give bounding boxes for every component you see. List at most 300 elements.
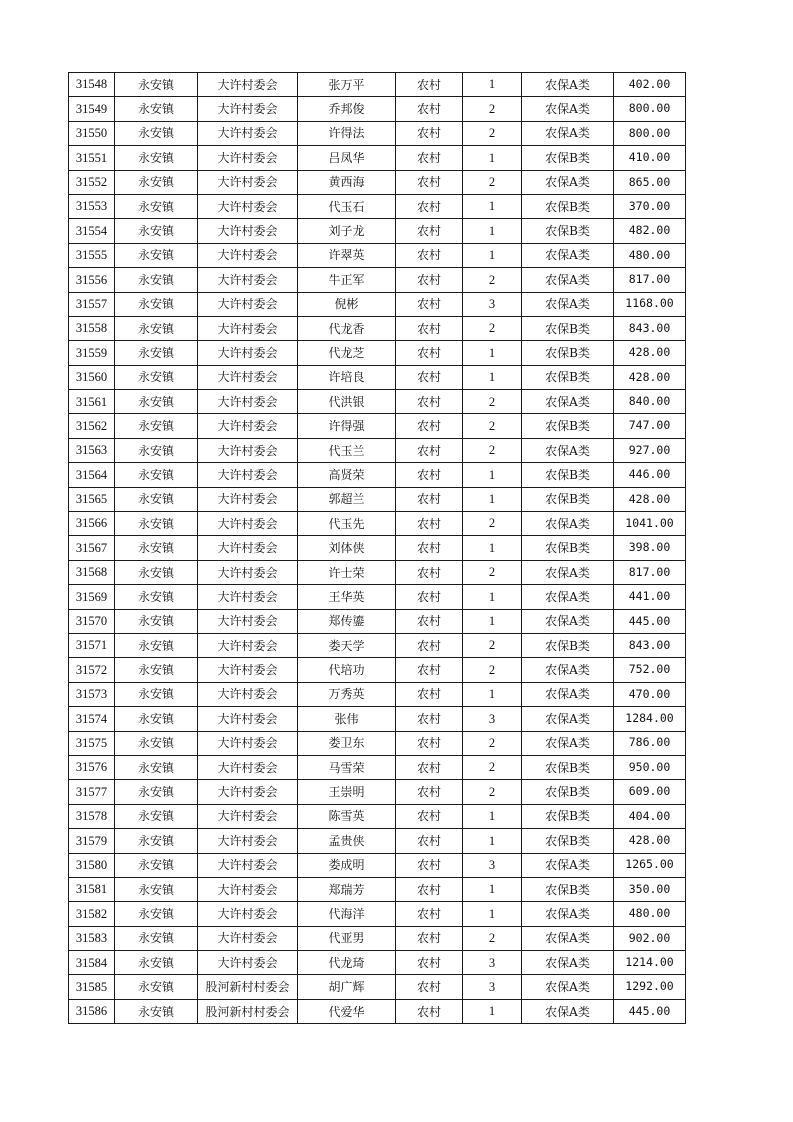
amount-cell: 902.00	[614, 926, 686, 950]
household-count-cell: 2	[463, 97, 522, 121]
household-count-cell: 2	[463, 316, 522, 340]
village-committee-cell: 大许村委会	[198, 268, 298, 292]
town-cell: 永安镇	[115, 219, 198, 243]
insurance-category-cell: 农保A类	[522, 512, 614, 536]
household-count-cell: 1	[463, 73, 522, 97]
amount-cell: 817.00	[614, 268, 686, 292]
household-count-cell: 2	[463, 170, 522, 194]
person-name-cell: 万秀英	[298, 682, 396, 706]
insurance-category-cell: 农保B类	[522, 146, 614, 170]
village-committee-cell: 大许村委会	[198, 658, 298, 682]
village-committee-cell: 大许村委会	[198, 146, 298, 170]
household-count-cell: 3	[463, 707, 522, 731]
table-row	[69, 731, 686, 755]
record-id-cell: 31575	[69, 731, 115, 755]
town-cell: 永安镇	[115, 316, 198, 340]
table-row	[69, 414, 686, 438]
record-id-cell: 31583	[69, 926, 115, 950]
insurance-category-cell: 农保B类	[522, 536, 614, 560]
amount-cell: 398.00	[614, 536, 686, 560]
person-name-cell: 刘子龙	[298, 219, 396, 243]
area-type-cell: 农村	[396, 438, 463, 462]
insurance-category-cell: 农保B类	[522, 463, 614, 487]
village-committee-cell: 大许村委会	[198, 463, 298, 487]
record-id-cell: 31565	[69, 487, 115, 511]
household-count-cell: 2	[463, 731, 522, 755]
area-type-cell: 农村	[396, 585, 463, 609]
person-name-cell: 乔邦俊	[298, 97, 396, 121]
town-cell: 永安镇	[115, 365, 198, 389]
household-count-cell: 1	[463, 829, 522, 853]
amount-cell: 428.00	[614, 829, 686, 853]
village-committee-cell: 大许村委会	[198, 707, 298, 731]
town-cell: 永安镇	[115, 73, 198, 97]
area-type-cell: 农村	[396, 975, 463, 999]
record-id-cell: 31562	[69, 414, 115, 438]
insurance-category-cell: 农保B类	[522, 487, 614, 511]
household-count-cell: 1	[463, 365, 522, 389]
village-committee-cell: 大许村委会	[198, 97, 298, 121]
area-type-cell: 农村	[396, 926, 463, 950]
area-type-cell: 农村	[396, 609, 463, 633]
village-committee-cell: 股河新村村委会	[198, 975, 298, 999]
table-row	[69, 682, 686, 706]
record-id-cell: 31570	[69, 609, 115, 633]
area-type-cell: 农村	[396, 853, 463, 877]
village-committee-cell: 大许村委会	[198, 560, 298, 584]
table-row	[69, 755, 686, 779]
record-id-cell: 31561	[69, 390, 115, 414]
insurance-category-cell: 农保B类	[522, 829, 614, 853]
household-count-cell: 3	[463, 853, 522, 877]
person-name-cell: 娄天学	[298, 633, 396, 657]
town-cell: 永安镇	[115, 877, 198, 901]
village-committee-cell: 大许村委会	[198, 390, 298, 414]
village-committee-cell: 大许村委会	[198, 121, 298, 145]
household-count-cell: 1	[463, 804, 522, 828]
household-count-cell: 1	[463, 609, 522, 633]
household-count-cell: 1	[463, 194, 522, 218]
area-type-cell: 农村	[396, 414, 463, 438]
amount-cell: 410.00	[614, 146, 686, 170]
village-committee-cell: 大许村委会	[198, 341, 298, 365]
amount-cell: 350.00	[614, 877, 686, 901]
household-count-cell: 2	[463, 414, 522, 438]
record-id-cell: 31582	[69, 902, 115, 926]
amount-cell: 445.00	[614, 999, 686, 1023]
insurance-category-cell: 农保A类	[522, 682, 614, 706]
village-committee-cell: 大许村委会	[198, 487, 298, 511]
amount-cell: 470.00	[614, 682, 686, 706]
town-cell: 永安镇	[115, 658, 198, 682]
village-committee-cell: 大许村委会	[198, 951, 298, 975]
area-type-cell: 农村	[396, 487, 463, 511]
area-type-cell: 农村	[396, 73, 463, 97]
table-row	[69, 658, 686, 682]
person-name-cell: 代爱华	[298, 999, 396, 1023]
insurance-category-cell: 农保A类	[522, 853, 614, 877]
table-row	[69, 975, 686, 999]
household-count-cell: 2	[463, 755, 522, 779]
record-id-cell: 31551	[69, 146, 115, 170]
record-id-cell: 31553	[69, 194, 115, 218]
household-count-cell: 1	[463, 219, 522, 243]
area-type-cell: 农村	[396, 170, 463, 194]
insurance-category-cell: 农保A类	[522, 292, 614, 316]
town-cell: 永安镇	[115, 731, 198, 755]
person-name-cell: 黄西海	[298, 170, 396, 194]
town-cell: 永安镇	[115, 146, 198, 170]
table-row	[69, 609, 686, 633]
amount-cell: 1284.00	[614, 707, 686, 731]
area-type-cell: 农村	[396, 292, 463, 316]
insurance-category-cell: 农保A类	[522, 243, 614, 267]
insurance-category-cell: 农保A类	[522, 707, 614, 731]
amount-cell: 840.00	[614, 390, 686, 414]
household-count-cell: 2	[463, 560, 522, 584]
area-type-cell: 农村	[396, 804, 463, 828]
amount-cell: 402.00	[614, 73, 686, 97]
area-type-cell: 农村	[396, 268, 463, 292]
record-id-cell: 31578	[69, 804, 115, 828]
amount-cell: 752.00	[614, 658, 686, 682]
table-row	[69, 73, 686, 97]
table-row	[69, 633, 686, 657]
household-count-cell: 1	[463, 487, 522, 511]
amount-cell: 370.00	[614, 194, 686, 218]
amount-cell: 950.00	[614, 755, 686, 779]
table-row	[69, 243, 686, 267]
insurance-category-cell: 农保A类	[522, 585, 614, 609]
amount-cell: 404.00	[614, 804, 686, 828]
record-id-cell: 31560	[69, 365, 115, 389]
insurance-category-cell: 农保A类	[522, 73, 614, 97]
person-name-cell: 张伟	[298, 707, 396, 731]
village-committee-cell: 大许村委会	[198, 633, 298, 657]
insurance-category-cell: 农保B类	[522, 219, 614, 243]
town-cell: 永安镇	[115, 268, 198, 292]
amount-cell: 446.00	[614, 463, 686, 487]
village-committee-cell: 大许村委会	[198, 219, 298, 243]
amount-cell: 428.00	[614, 487, 686, 511]
table-row	[69, 219, 686, 243]
table-row	[69, 97, 686, 121]
person-name-cell: 陈雪英	[298, 804, 396, 828]
insurance-category-cell: 农保B类	[522, 877, 614, 901]
table-row	[69, 999, 686, 1023]
record-id-cell: 31558	[69, 316, 115, 340]
household-count-cell: 2	[463, 390, 522, 414]
village-committee-cell: 大许村委会	[198, 755, 298, 779]
table-row	[69, 438, 686, 462]
household-count-cell: 1	[463, 243, 522, 267]
household-count-cell: 2	[463, 121, 522, 145]
record-id-cell: 31568	[69, 560, 115, 584]
person-name-cell: 代龙琦	[298, 951, 396, 975]
town-cell: 永安镇	[115, 243, 198, 267]
record-id-cell: 31556	[69, 268, 115, 292]
record-id-cell: 31564	[69, 463, 115, 487]
insurance-category-cell: 农保A类	[522, 975, 614, 999]
household-count-cell: 1	[463, 999, 522, 1023]
town-cell: 永安镇	[115, 780, 198, 804]
insurance-category-cell: 农保A类	[522, 390, 614, 414]
village-committee-cell: 大许村委会	[198, 682, 298, 706]
table-row	[69, 121, 686, 145]
area-type-cell: 农村	[396, 316, 463, 340]
household-count-cell: 2	[463, 633, 522, 657]
town-cell: 永安镇	[115, 682, 198, 706]
village-committee-cell: 大许村委会	[198, 829, 298, 853]
person-name-cell: 代玉石	[298, 194, 396, 218]
household-count-cell: 3	[463, 292, 522, 316]
area-type-cell: 农村	[396, 829, 463, 853]
insurance-category-cell: 农保A类	[522, 268, 614, 292]
table-row	[69, 292, 686, 316]
person-name-cell: 高贤荣	[298, 463, 396, 487]
area-type-cell: 农村	[396, 707, 463, 731]
village-committee-cell: 大许村委会	[198, 438, 298, 462]
person-name-cell: 牛正军	[298, 268, 396, 292]
table-row	[69, 951, 686, 975]
record-id-cell: 31586	[69, 999, 115, 1023]
household-count-cell: 1	[463, 585, 522, 609]
town-cell: 永安镇	[115, 585, 198, 609]
table-row	[69, 536, 686, 560]
amount-cell: 843.00	[614, 633, 686, 657]
person-name-cell: 孟贵侠	[298, 829, 396, 853]
insurance-category-cell: 农保B类	[522, 755, 614, 779]
table-row	[69, 463, 686, 487]
person-name-cell: 王崇明	[298, 780, 396, 804]
person-name-cell: 许士荣	[298, 560, 396, 584]
town-cell: 永安镇	[115, 438, 198, 462]
insurance-category-cell: 农保B类	[522, 804, 614, 828]
area-type-cell: 农村	[396, 341, 463, 365]
person-name-cell: 许得法	[298, 121, 396, 145]
table-row	[69, 926, 686, 950]
table-row	[69, 194, 686, 218]
person-name-cell: 娄成明	[298, 853, 396, 877]
record-id-cell: 31563	[69, 438, 115, 462]
village-committee-cell: 大许村委会	[198, 804, 298, 828]
amount-cell: 1168.00	[614, 292, 686, 316]
person-name-cell: 代玉兰	[298, 438, 396, 462]
table-row	[69, 877, 686, 901]
record-id-cell: 31557	[69, 292, 115, 316]
roster-table	[68, 72, 686, 1024]
insurance-category-cell: 农保A类	[522, 609, 614, 633]
table-row	[69, 316, 686, 340]
village-committee-cell: 大许村委会	[198, 73, 298, 97]
person-name-cell: 刘体侠	[298, 536, 396, 560]
amount-cell: 843.00	[614, 316, 686, 340]
amount-cell: 817.00	[614, 560, 686, 584]
record-id-cell: 31567	[69, 536, 115, 560]
household-count-cell: 1	[463, 877, 522, 901]
household-count-cell: 2	[463, 780, 522, 804]
household-count-cell: 1	[463, 682, 522, 706]
village-committee-cell: 大许村委会	[198, 902, 298, 926]
person-name-cell: 代培功	[298, 658, 396, 682]
record-id-cell: 31555	[69, 243, 115, 267]
amount-cell: 800.00	[614, 121, 686, 145]
person-name-cell: 许翠英	[298, 243, 396, 267]
table-row	[69, 780, 686, 804]
town-cell: 永安镇	[115, 609, 198, 633]
area-type-cell: 农村	[396, 951, 463, 975]
table-row	[69, 560, 686, 584]
amount-cell: 747.00	[614, 414, 686, 438]
village-committee-cell: 大许村委会	[198, 365, 298, 389]
insurance-category-cell: 农保B类	[522, 194, 614, 218]
table-row	[69, 365, 686, 389]
record-id-cell: 31559	[69, 341, 115, 365]
town-cell: 永安镇	[115, 707, 198, 731]
area-type-cell: 农村	[396, 194, 463, 218]
area-type-cell: 农村	[396, 243, 463, 267]
town-cell: 永安镇	[115, 463, 198, 487]
insurance-category-cell: 农保B类	[522, 633, 614, 657]
person-name-cell: 代洪银	[298, 390, 396, 414]
amount-cell: 441.00	[614, 585, 686, 609]
village-committee-cell: 大许村委会	[198, 536, 298, 560]
amount-cell: 428.00	[614, 341, 686, 365]
town-cell: 永安镇	[115, 121, 198, 145]
household-count-cell: 2	[463, 926, 522, 950]
area-type-cell: 农村	[396, 97, 463, 121]
person-name-cell: 代玉先	[298, 512, 396, 536]
record-id-cell: 31548	[69, 73, 115, 97]
town-cell: 永安镇	[115, 633, 198, 657]
person-name-cell: 吕凤华	[298, 146, 396, 170]
amount-cell: 480.00	[614, 902, 686, 926]
record-id-cell: 31569	[69, 585, 115, 609]
area-type-cell: 农村	[396, 755, 463, 779]
amount-cell: 480.00	[614, 243, 686, 267]
area-type-cell: 农村	[396, 390, 463, 414]
person-name-cell: 代海洋	[298, 902, 396, 926]
area-type-cell: 农村	[396, 536, 463, 560]
insurance-category-cell: 农保A类	[522, 999, 614, 1023]
town-cell: 永安镇	[115, 97, 198, 121]
record-id-cell: 31554	[69, 219, 115, 243]
village-committee-cell: 大许村委会	[198, 585, 298, 609]
amount-cell: 1265.00	[614, 853, 686, 877]
record-id-cell: 31576	[69, 755, 115, 779]
record-id-cell: 31573	[69, 682, 115, 706]
table-row	[69, 902, 686, 926]
insurance-category-cell: 农保A类	[522, 926, 614, 950]
insurance-category-cell: 农保B类	[522, 365, 614, 389]
town-cell: 永安镇	[115, 170, 198, 194]
town-cell: 永安镇	[115, 560, 198, 584]
insurance-category-cell: 农保B类	[522, 780, 614, 804]
insurance-category-cell: 农保A类	[522, 951, 614, 975]
area-type-cell: 农村	[396, 682, 463, 706]
town-cell: 永安镇	[115, 951, 198, 975]
record-id-cell: 31585	[69, 975, 115, 999]
record-id-cell: 31581	[69, 877, 115, 901]
area-type-cell: 农村	[396, 512, 463, 536]
person-name-cell: 郑瑞芳	[298, 877, 396, 901]
record-id-cell: 31571	[69, 633, 115, 657]
area-type-cell: 农村	[396, 780, 463, 804]
record-id-cell: 31577	[69, 780, 115, 804]
town-cell: 永安镇	[115, 755, 198, 779]
village-committee-cell: 大许村委会	[198, 512, 298, 536]
village-committee-cell: 股河新村村委会	[198, 999, 298, 1023]
insurance-category-cell: 农保A类	[522, 438, 614, 462]
village-committee-cell: 大许村委会	[198, 609, 298, 633]
insurance-category-cell: 农保A类	[522, 121, 614, 145]
area-type-cell: 农村	[396, 658, 463, 682]
household-count-cell: 2	[463, 658, 522, 682]
town-cell: 永安镇	[115, 902, 198, 926]
amount-cell: 927.00	[614, 438, 686, 462]
household-count-cell: 3	[463, 975, 522, 999]
person-name-cell: 娄卫东	[298, 731, 396, 755]
table-row	[69, 146, 686, 170]
person-name-cell: 许培良	[298, 365, 396, 389]
household-count-cell: 1	[463, 902, 522, 926]
town-cell: 永安镇	[115, 853, 198, 877]
person-name-cell: 胡广辉	[298, 975, 396, 999]
household-count-cell: 1	[463, 146, 522, 170]
town-cell: 永安镇	[115, 999, 198, 1023]
record-id-cell: 31574	[69, 707, 115, 731]
person-name-cell: 马雪荣	[298, 755, 396, 779]
amount-cell: 865.00	[614, 170, 686, 194]
person-name-cell: 张万平	[298, 73, 396, 97]
record-id-cell: 31566	[69, 512, 115, 536]
table-row	[69, 853, 686, 877]
table-row	[69, 512, 686, 536]
town-cell: 永安镇	[115, 341, 198, 365]
town-cell: 永安镇	[115, 487, 198, 511]
amount-cell: 428.00	[614, 365, 686, 389]
village-committee-cell: 大许村委会	[198, 926, 298, 950]
amount-cell: 1292.00	[614, 975, 686, 999]
village-committee-cell: 大许村委会	[198, 170, 298, 194]
area-type-cell: 农村	[396, 731, 463, 755]
table-row	[69, 341, 686, 365]
village-committee-cell: 大许村委会	[198, 414, 298, 438]
record-id-cell: 31580	[69, 853, 115, 877]
area-type-cell: 农村	[396, 877, 463, 901]
area-type-cell: 农村	[396, 463, 463, 487]
village-committee-cell: 大许村委会	[198, 194, 298, 218]
area-type-cell: 农村	[396, 365, 463, 389]
household-count-cell: 1	[463, 463, 522, 487]
town-cell: 永安镇	[115, 829, 198, 853]
household-count-cell: 2	[463, 438, 522, 462]
town-cell: 永安镇	[115, 512, 198, 536]
record-id-cell: 31584	[69, 951, 115, 975]
person-name-cell: 郭超兰	[298, 487, 396, 511]
village-committee-cell: 大许村委会	[198, 877, 298, 901]
town-cell: 永安镇	[115, 975, 198, 999]
table-row	[69, 487, 686, 511]
town-cell: 永安镇	[115, 536, 198, 560]
insurance-category-cell: 农保A类	[522, 658, 614, 682]
village-committee-cell: 大许村委会	[198, 243, 298, 267]
person-name-cell: 王华英	[298, 585, 396, 609]
area-type-cell: 农村	[396, 902, 463, 926]
record-id-cell: 31572	[69, 658, 115, 682]
household-count-cell: 2	[463, 512, 522, 536]
amount-cell: 1214.00	[614, 951, 686, 975]
